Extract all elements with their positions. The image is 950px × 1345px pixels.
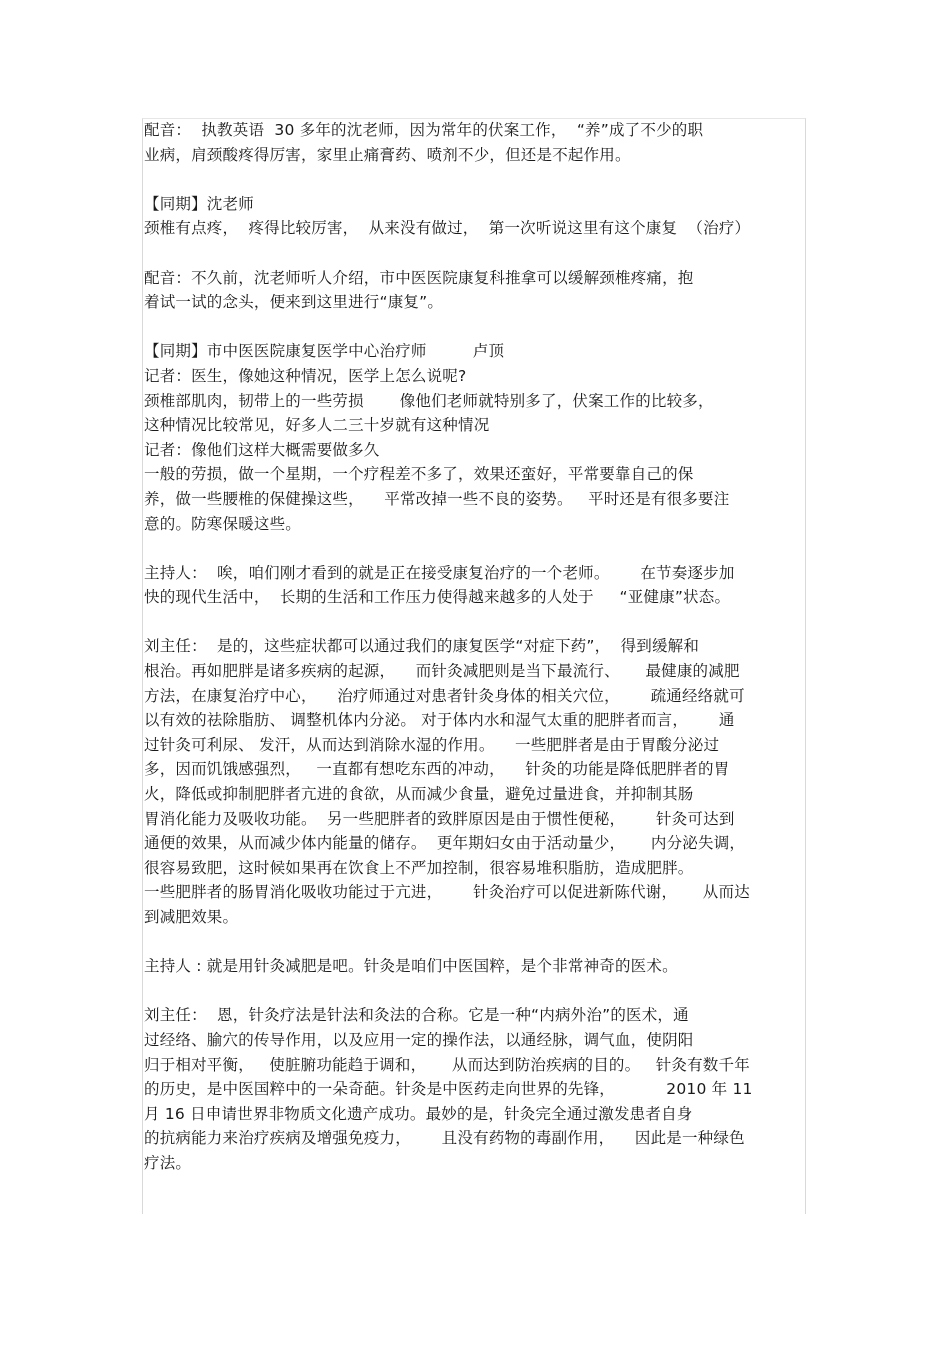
- text-line: 主持人 : 就是用针灸减肥是吧。针灸是咱们中医国粹，是个非常神奇的医术。: [144, 957, 678, 976]
- text-line: 意的。防寒保暖这些。: [144, 514, 302, 533]
- text-line: 火，降低或抑制肥胖者亢进的食欲，从而减少食量，避免过量进食，并抑制其肠: [144, 785, 694, 804]
- text-line: 【同期】市中医医院康复医学中心治疗师 卢顶: [144, 342, 505, 361]
- paragraph-interview-therapist: [144, 339, 810, 536]
- text-line: 过针灸可利尿、 发汗，从而达到消除水湿的作用。 一些肥胖者是由于胃酸分泌过: [144, 735, 720, 754]
- text-line: 颈椎部肌肉，韧带上的一些劳损 像他们老师就特别多了，伏案工作的比较多，: [144, 391, 714, 410]
- text-line: 月 16 日申请世界非物质文化遗产成功。最妙的是，针灸完全通过激发患者自身: [144, 1104, 693, 1123]
- text-line: 以有效的祛除脂肪、 调整机体内分泌。 对于体内水和湿气太重的肥胖者而言， 通: [144, 711, 735, 730]
- text-line: 一般的劳损，做一个星期，一个疗程差不多了，效果还蛮好，平常要靠自己的保: [144, 465, 694, 484]
- text-line: 记者：像他们这样大概需要做多久: [144, 440, 380, 459]
- text-line: 业病，肩颈酸疼得厉害，家里止痛膏药、喷剂不少，但还是不起作用。: [144, 145, 631, 164]
- paragraph-spacer: [144, 536, 810, 561]
- text-line: 一些肥胖者的肠胃消化吸收功能过于亢进， 针灸治疗可以促进新陈代谢， 从而达: [144, 883, 750, 902]
- text-line: 刘主任： 恩，针灸疗法是针法和灸法的合称。它是一种“内病外治”的医术，通: [144, 1006, 689, 1025]
- paragraph-spacer: [144, 241, 810, 266]
- text-line: 快的现代生活中， 长期的生活和工作压力使得越来越多的人处于 “亚健康”状态。: [144, 588, 731, 607]
- paragraph-spacer: [144, 930, 810, 955]
- text-line: 到减肥效果。: [144, 908, 239, 926]
- paragraph-director-2: [144, 1003, 810, 1175]
- paragraph-spacer: [144, 167, 810, 192]
- text-line: 记者：医生，像她这种情况，医学上怎么说呢?: [144, 366, 467, 385]
- paragraph-voiceover-1: [144, 118, 810, 167]
- paragraph-spacer: [144, 979, 810, 1004]
- document-body: [144, 118, 810, 1176]
- paragraph-spacer: [144, 610, 810, 635]
- paragraph-spacer: [144, 315, 810, 340]
- text-line: 刘主任： 是的，这些症状都可以通过我们的康复医学“对症下药”， 得到缓解和: [144, 637, 700, 656]
- text-line: 胃消化能力及吸收功能。 另一些肥胖者的致胖原因是由于惯性便秘， 针灸可达到: [144, 809, 735, 828]
- text-line: 方法，在康复治疗中心， 治疗师通过对患者针灸身体的相关穴位， 疏通经络就可: [144, 686, 745, 705]
- paragraph-host-1: [144, 561, 810, 610]
- text-line: 着试一试的念头，便来到这里进行“康复”。: [144, 293, 444, 312]
- text-line: 养，做一些腰椎的保健操这些， 平常改掉一些不良的姿势。 平时还是有很多要注: [144, 489, 730, 508]
- text-line: 的历史，是中医国粹中的一朵奇葩。针灸是中医药走向世界的先锋， 2010 年 11: [144, 1080, 753, 1099]
- text-line: 颈椎有点疼， 疼得比较厉害， 从来没有做过， 第一次听说这里有这个康复 （治疗）: [144, 219, 751, 238]
- paragraph-director-1: [144, 634, 810, 929]
- text-line: 归于相对平衡， 使脏腑功能趋于调和， 从而达到防治疾病的目的。 针灸有数千年: [144, 1055, 750, 1074]
- text-line: 这种情况比较常见，好多人二三十岁就有这种情况: [144, 416, 490, 435]
- text-line: 根治。再如肥胖是诸多疾病的起源， 而针灸减肥则是当下最流行、 最健康的减肥: [144, 662, 740, 681]
- paragraph-interview-shen: [144, 192, 810, 241]
- paragraph-voiceover-2: [144, 266, 810, 315]
- paragraph-host-2: [144, 954, 810, 979]
- text-line: 过经络、腧穴的传导作用，以及应用一定的操作法，以通经脉，调气血，使阴阳: [144, 1030, 694, 1049]
- text-line: 主持人： 唉，咱们刚才看到的就是正在接受康复治疗的一个老师。 在节奏逐步加: [144, 563, 735, 582]
- text-line: 疗法。: [144, 1153, 192, 1172]
- text-line: 的抗病能力来治疗疾病及增强免疫力， 且没有药物的毒副作用， 因此是一种绿色: [144, 1129, 745, 1148]
- text-line: 【同期】沈老师: [144, 194, 254, 213]
- text-line: 通便的效果，从而减少体内能量的储存。 更年期妇女由于活动量少， 内分泌失调，: [144, 834, 746, 853]
- text-line: 配音： 执教英语 30 多年的沈老师，因为常年的伏案工作， “养”成了不少的职: [144, 121, 704, 139]
- text-line: 多，因而饥饿感强烈， 一直都有想吃东西的冲动， 针灸的功能是降低肥胖者的胃: [144, 760, 730, 779]
- text-line: 很容易致肥，这时候如果再在饮食上不严加控制，很容易堆积脂肪，造成肥胖。: [144, 858, 694, 877]
- text-line: 配音：不久前，沈老师听人介绍，市中医医院康复科推拿可以缓解颈椎疼痛，抱: [144, 268, 694, 287]
